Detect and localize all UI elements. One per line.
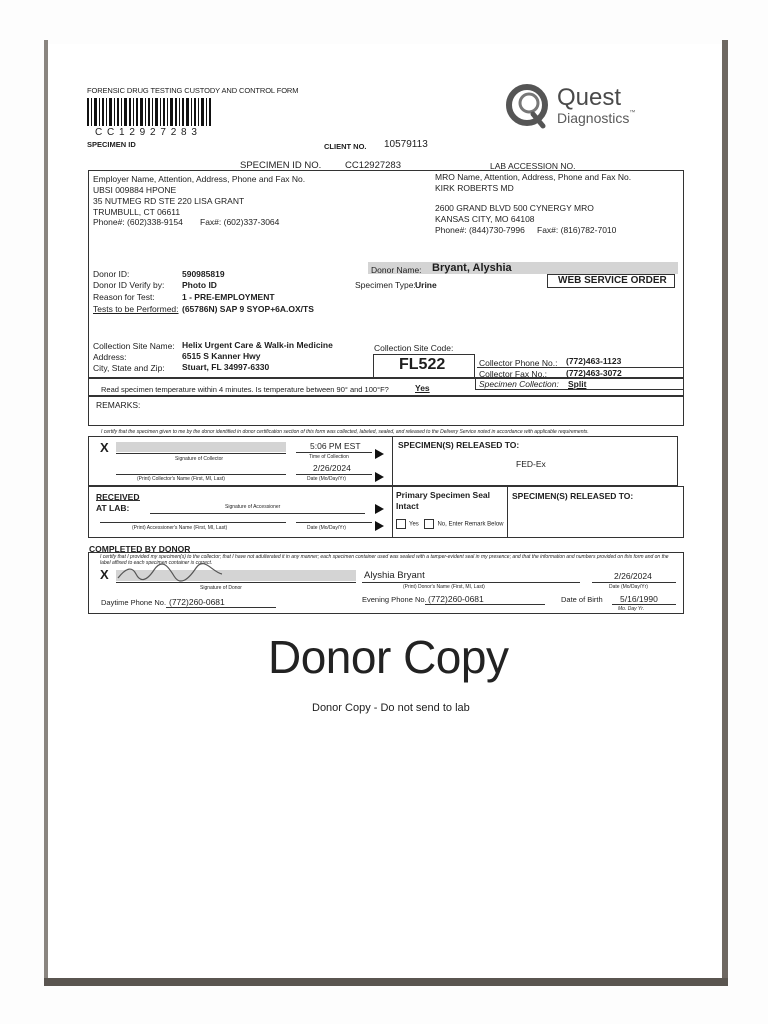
seal-yes-label: Yes [409, 521, 419, 528]
received-label: RECEIVED [96, 492, 140, 502]
donor-printed-name-label: (Print) Donor's Name (First, MI, Last) [403, 584, 485, 590]
specimen-id-no-label: SPECIMEN ID NO. [240, 160, 322, 171]
client-no-label: CLIENT NO. [324, 142, 367, 151]
form-title: FORENSIC DRUG TESTING CUSTODY AND CONTROL FORM [87, 86, 299, 95]
paper-shadow-bottom [44, 978, 728, 986]
city: Stuart, FL 34997-6330 [182, 362, 270, 372]
collector-name-label: (Print) Collector's Name (First, MI, Last) [137, 476, 225, 482]
mro-line3: KANSAS CITY, MO 64108 [435, 214, 535, 224]
mro-fax: Fax#: (816)782-7010 [537, 225, 617, 235]
donor-name: Bryant, Alyshia [432, 262, 512, 274]
divider [612, 604, 676, 605]
divider [392, 486, 393, 538]
arrow-right-icon [375, 504, 384, 514]
arrow-right-icon [375, 521, 384, 531]
collector-cert: I certify that the specimen given to me by the donor identified in donor certification section of this form was collected, labeled, sealed, and released to the Delivery Service noted in accordance with applicable requirements. [101, 429, 589, 435]
donor-verify-label: Donor ID Verify by: [93, 280, 165, 290]
site-code-label: Collection Site Code: [374, 343, 454, 353]
collector-x: X [100, 440, 109, 455]
barcode [87, 98, 215, 128]
collector-sig-label: Signature of Collector [175, 456, 224, 462]
divider [166, 607, 276, 608]
divider [100, 522, 286, 523]
seal-no-checkbox[interactable] [424, 519, 434, 529]
collection-date: 2/26/2024 [313, 463, 351, 473]
divider [150, 513, 365, 514]
divider [296, 452, 372, 453]
address-label: Address: [93, 352, 127, 362]
day-phone: (772)260-0681 [169, 597, 225, 607]
donor-verify: Photo ID [182, 280, 217, 290]
collection-time-label: Time of Collection [309, 454, 349, 460]
donor-date-label: Date (Mo/Day/Yr) [609, 584, 648, 590]
donor-name-label: Donor Name: [371, 265, 422, 275]
employer-line1: UBSI 009884 HPONE [93, 185, 177, 195]
tests: (65786N) SAP 9 SYOP+6A.OX/TS [182, 304, 314, 314]
donor-printed-name: Alyshia Bryant [364, 570, 425, 581]
employer-phone: Phone#: (602)338-9154 [93, 217, 183, 227]
reason-label: Reason for Test: [93, 292, 155, 302]
temperature-question: Read specimen temperature within 4 minutes. Is temperature between 90° and 100°F? [101, 385, 389, 394]
lab-accession-label: LAB ACCESSION NO. [490, 161, 576, 171]
donor-id: 590985819 [182, 269, 225, 279]
site-name-label: Collection Site Name: [93, 341, 175, 351]
lab-released-label: SPECIMEN(S) RELEASED TO: [512, 491, 634, 501]
remarks-label: REMARKS: [96, 400, 141, 410]
divider [116, 474, 286, 475]
dob: 5/16/1990 [620, 594, 658, 604]
accessioner-name-label: (Print) Accessioner's Name (First, MI, Last) [132, 525, 228, 531]
employer-line2: 35 NUTMEG RD STE 220 LISA GRANT [93, 196, 245, 206]
divider [392, 436, 393, 486]
donor-sig-label: Signature of Donor [200, 585, 242, 591]
dob-label: Date of Birth [561, 595, 603, 604]
divider [296, 474, 372, 475]
divider [425, 604, 545, 605]
eve-phone: (772)260-0681 [428, 594, 484, 604]
accessioner-sig-label: Signature of Accessioner [225, 504, 281, 510]
divider [507, 486, 508, 538]
specimen-collection-label: Specimen Collection: [479, 379, 559, 389]
specimen-type-label: Specimen Type: [355, 280, 416, 290]
released-to-label: SPECIMEN(S) RELEASED TO: [398, 440, 520, 450]
employer-fax: Fax#: (602)337-3064 [200, 217, 280, 227]
mro-phone: Phone#: (844)730-7996 [435, 225, 525, 235]
eve-phone-label: Evening Phone No. [362, 595, 427, 604]
donor-copy-title: Donor Copy [268, 631, 509, 683]
reason: 1 - PRE-EMPLOYMENT [182, 292, 275, 302]
employer-line3: TRUMBULL, CT 06611 [93, 207, 181, 217]
site-code: FL522 [399, 356, 446, 373]
employer-label: Employer Name, Attention, Address, Phone and Fax No. [93, 174, 306, 184]
site-name: Helix Urgent Care & Walk-in Medicine [182, 340, 333, 350]
mro-label: MRO Name, Attention, Address, Phone and Fax No. [435, 172, 632, 182]
at-lab-label: AT LAB: [96, 503, 130, 513]
specimen-type: Urine [415, 280, 437, 290]
specimen-collection: Split [568, 379, 587, 389]
donor-section-title: COMPLETED BY DONOR [89, 544, 191, 554]
specimen-id-label: SPECIMEN ID [87, 140, 136, 149]
logo-sub: Diagnostics™ [557, 110, 636, 126]
arrow-right-icon [375, 472, 384, 482]
collector-fax-label: Collector Fax No.: [479, 369, 548, 379]
logo-name: Quest [557, 84, 622, 111]
city-label: City, State and Zip: [93, 363, 165, 373]
divider [116, 453, 286, 454]
seal-options [396, 519, 504, 529]
specimen-id-no: CC12927283 [345, 160, 401, 171]
divider [592, 582, 676, 583]
divider [296, 522, 372, 523]
collection-time: 5:06 PM EST [310, 441, 361, 451]
divider [362, 582, 580, 583]
donor-cert: I certify that I provided my specimen(s) to the collector; that I have not adulterated it in any manner; each specimen container used was sealed with a tamper-evident seal in my presence; and that the information and numbers provided on this form and on the label affixed to each specimen container is correct. [100, 554, 669, 566]
released-to: FED-Ex [516, 459, 546, 469]
arrow-right-icon [375, 449, 384, 459]
donor-id-label: Donor ID: [93, 269, 130, 279]
donor-x: X [100, 567, 109, 582]
temperature-answer: Yes [415, 383, 430, 393]
client-no: 10579113 [384, 139, 428, 150]
footer-note: Donor Copy - Do not send to lab [312, 702, 470, 714]
day-phone-label: Daytime Phone No. [101, 598, 167, 607]
collector-signature-redacted [116, 442, 286, 452]
collector-phone-label: Collector Phone No.: [479, 358, 558, 368]
seal-yes-checkbox[interactable] [396, 519, 406, 529]
seal-no-label: No, Enter Remark Below [437, 521, 504, 528]
mro-line2: 2600 GRAND BLVD 500 CYNERGY MRO [435, 203, 594, 213]
divider [116, 582, 356, 583]
collector-phone: (772)463-1123 [566, 356, 622, 366]
remarks-box [88, 396, 684, 426]
donor-date: 2/26/2024 [614, 571, 652, 581]
tests-label: Tests to be Performed: [93, 304, 179, 314]
quest-logo-icon [503, 80, 551, 132]
dob-format: Mo. Day Yr. [618, 606, 645, 612]
web-order-badge: WEB SERVICE ORDER [558, 275, 667, 286]
seal-label-1: Primary Specimen Seal [396, 490, 491, 500]
mro-line1: KIRK ROBERTS MD [435, 183, 514, 193]
lab-date-label: Date (Mo/Day/Yr) [307, 525, 346, 531]
barcode-text: C C 1 2 9 2 7 2 8 3 [95, 127, 198, 138]
collector-fax: (772)463-3072 [566, 368, 622, 378]
address: 6515 S Kanner Hwy [182, 351, 261, 361]
seal-label-2: Intact [396, 501, 419, 511]
divider [96, 500, 140, 501]
collection-date-label: Date (Mo/Day/Yr) [307, 476, 346, 482]
paper-shadow-right [722, 40, 728, 984]
handwritten-signature [116, 562, 226, 584]
